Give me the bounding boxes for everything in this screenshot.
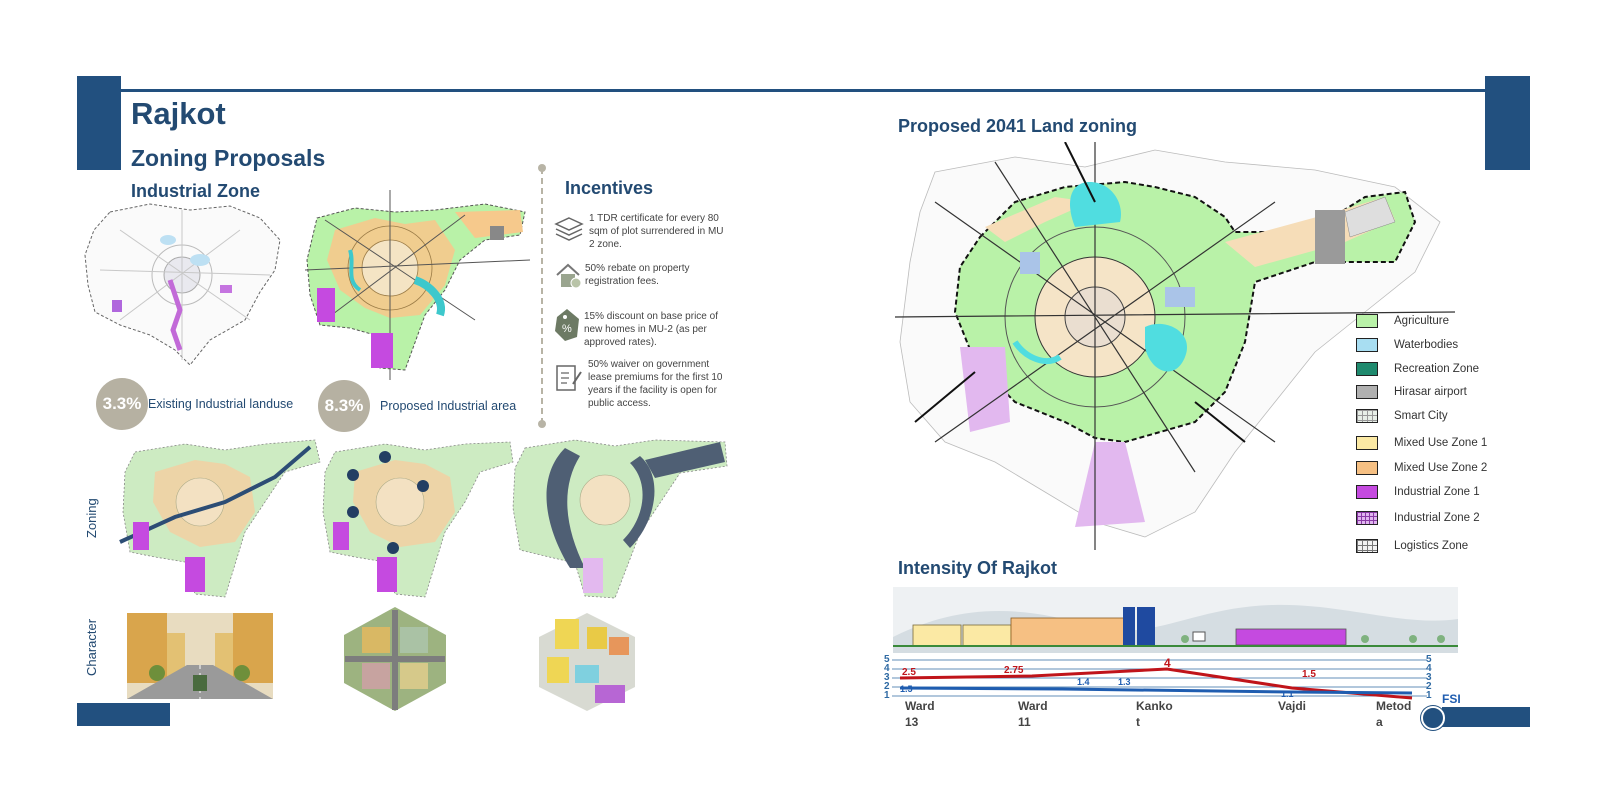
character-side-label: Character	[84, 618, 99, 676]
ward-name: Ward	[905, 699, 935, 713]
ward-label-4	[1278, 698, 1306, 714]
red-value-2: 2.75	[1004, 665, 1024, 676]
legend-airport	[1356, 382, 1467, 402]
axis-tick: 3	[884, 672, 890, 683]
legend-label: Agriculture	[1394, 315, 1449, 327]
legend-label: Industrial Zone 1	[1394, 486, 1480, 498]
character-street-image	[127, 613, 273, 699]
axis-tick: 4	[1426, 663, 1432, 674]
legend-industrial-2	[1356, 508, 1480, 528]
axis-tick: 2	[884, 681, 890, 692]
ward-label-5	[1376, 698, 1411, 730]
ward-number: t	[1136, 715, 1140, 729]
left-bottom-frame-block	[77, 703, 170, 726]
incentive-4-text: 50% waiver on government lease premiums for the first 10 years if the facility is open for public access.	[588, 359, 723, 409]
ward-label-1	[905, 698, 935, 730]
legend-mixed-use-2	[1356, 458, 1487, 478]
divider-dot-bottom	[538, 420, 546, 428]
incentive-1-text: 1 TDR certificate for every 80 sqm of plot surrendered in MU 2 zone.	[589, 213, 724, 250]
axis-tick: 5	[1426, 654, 1432, 665]
legend-swatch	[1356, 314, 1378, 328]
zoning-side-label: Zoning	[84, 498, 99, 538]
axis-tick: 2	[1426, 681, 1432, 692]
incentive-2-text: 50% rebate on property registration fees.	[585, 263, 690, 287]
blue-value-2: 1.4	[1077, 677, 1090, 687]
ward-number: a	[1376, 715, 1383, 729]
legend-recreation	[1356, 359, 1479, 379]
legend-logistics	[1356, 536, 1468, 556]
left-top-frame-block	[77, 76, 121, 170]
legend-smart-city	[1356, 406, 1448, 426]
legend-swatch	[1356, 385, 1378, 399]
layers-icon	[554, 216, 584, 242]
axis-tick: 4	[884, 663, 890, 674]
incentives-divider	[541, 168, 543, 424]
industrial-zone-heading: Industrial Zone	[131, 181, 261, 201]
ward-name: Ward	[1018, 699, 1048, 713]
legend-swatch	[1356, 436, 1378, 450]
document-icon	[553, 362, 585, 394]
intensity-skyline	[893, 587, 1458, 653]
fsi-label: FSI	[1442, 692, 1461, 706]
ward-number: 11	[1018, 715, 1031, 729]
legend-label: Mixed Use Zone 2	[1394, 462, 1488, 474]
legend-label: Industrial Zone 2	[1394, 512, 1480, 524]
people-icon	[1421, 706, 1445, 730]
legend-swatch	[1356, 511, 1378, 525]
legend-swatch	[1356, 461, 1378, 475]
svg-text:%: %	[562, 323, 572, 335]
incentives-title: Incentives	[565, 178, 654, 198]
incentive-3-text: 15% discount on base price of new homes in MU-2 (as per approved rates).	[584, 311, 718, 348]
blue-value-4: 1.1	[1281, 689, 1294, 699]
red-value-4: 1.5	[1302, 669, 1316, 680]
ward-number: 13	[905, 715, 919, 729]
ward-name: Kanko	[1136, 699, 1173, 713]
zoning-map-corridor	[115, 432, 325, 602]
character-nodes-image	[342, 605, 448, 713]
house-icon	[554, 262, 584, 290]
axis-tick: 3	[1426, 672, 1432, 683]
character-ring-image	[537, 609, 637, 713]
axis-tick: 5	[884, 654, 890, 665]
page-title: Rajkot	[131, 96, 226, 131]
legend-label: Recreation Zone	[1394, 363, 1480, 375]
zoning-map-ring	[505, 428, 735, 603]
ward-name: Vajdi	[1278, 699, 1307, 713]
red-value-3: 4	[1164, 656, 1171, 670]
existing-industrial-label: Existing Industrial landuse	[148, 397, 294, 411]
blue-value-1: 1.5	[900, 684, 913, 694]
legend-agriculture	[1356, 311, 1449, 331]
legend-industrial-1	[1356, 482, 1480, 502]
top-frame-line	[121, 89, 1485, 92]
ward-label-2	[1018, 698, 1048, 730]
proposed-industrial-badge: 8.3%	[318, 380, 370, 432]
axis-tick: 1	[1426, 690, 1432, 701]
proposed-industrial-label: Proposed Industrial area	[380, 399, 517, 413]
axis-tick: 1	[884, 690, 890, 701]
section-title: Zoning Proposals	[131, 145, 326, 171]
land-zoning-title: Proposed 2041 Land zoning	[898, 116, 1138, 136]
legend-swatch	[1356, 409, 1378, 423]
legend-label: Logistics Zone	[1394, 540, 1469, 552]
legend-waterbodies	[1356, 335, 1458, 355]
legend-label: Waterbodies	[1394, 339, 1459, 351]
legend-swatch	[1356, 362, 1378, 376]
legend-swatch	[1356, 338, 1378, 352]
right-top-frame-block	[1485, 76, 1530, 170]
fsi-left-axis	[884, 655, 890, 700]
legend-label: Hirasar airport	[1394, 386, 1467, 398]
legend-swatch	[1356, 539, 1378, 553]
price-tag-icon	[553, 307, 583, 343]
ward-label-3	[1136, 698, 1173, 730]
right-bottom-frame-block	[1442, 707, 1530, 727]
existing-landuse-map	[80, 200, 285, 380]
legend-label: Smart City	[1394, 410, 1448, 422]
legend-mixed-use-1	[1356, 433, 1487, 453]
legend-label: Mixed Use Zone 1	[1394, 437, 1488, 449]
existing-industrial-badge: 3.3%	[96, 378, 148, 430]
ward-name: Metod	[1376, 699, 1412, 713]
blue-value-3: 1.3	[1118, 677, 1131, 687]
red-value-1: 2.5	[902, 667, 916, 678]
zoning-map-nodes	[315, 432, 515, 602]
legend-swatch	[1356, 485, 1378, 499]
proposed-landuse-map	[295, 190, 535, 380]
divider-dot-top	[538, 164, 546, 172]
intensity-title: Intensity Of Rajkot	[898, 558, 1058, 578]
zoning-legend	[1356, 311, 1516, 561]
